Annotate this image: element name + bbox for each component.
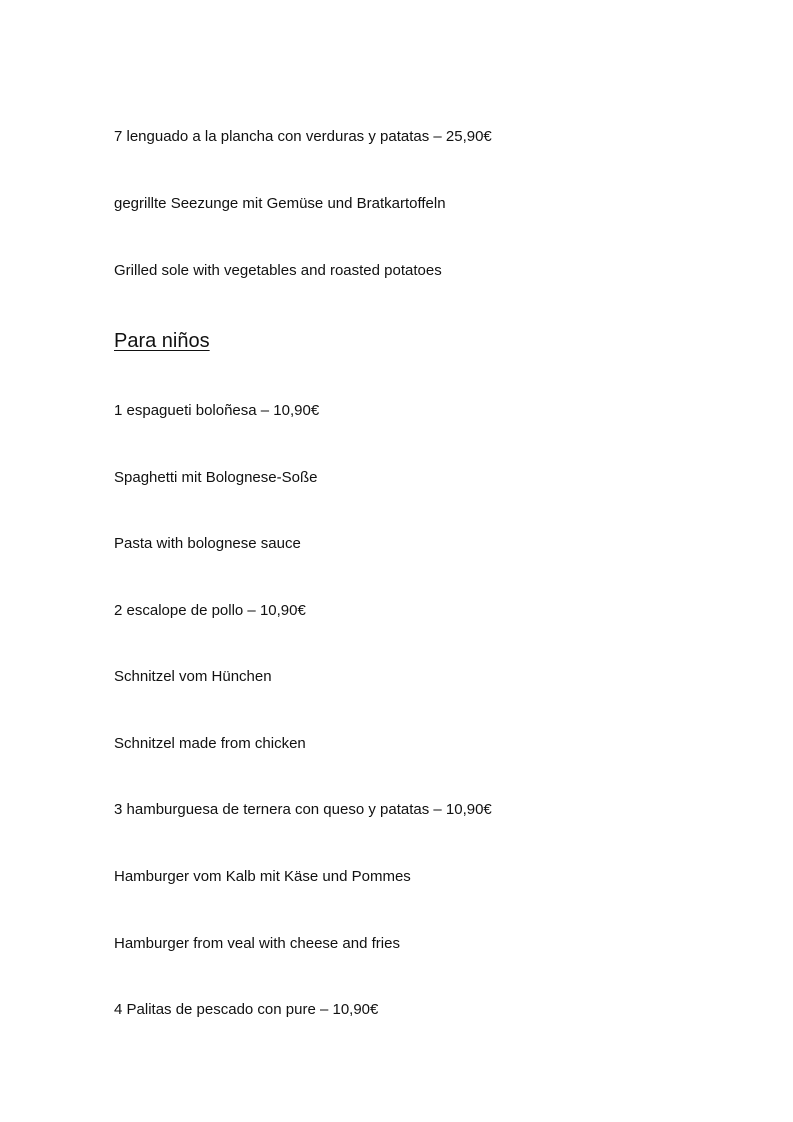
kids-item-german: Spaghetti mit Bolognese-Soße [114,469,318,486]
kids-item-spanish: 1 espagueti boloñesa – 10,90€ [114,402,320,419]
kids-item-spanish: 2 escalope de pollo – 10,90€ [114,602,306,619]
kids-item-german: Schnitzel vom Hünchen [114,668,272,685]
kids-item-spanish: 3 hamburguesa de ternera con queso y patatas – 10,90€ [114,801,492,818]
menu-item-spanish: 7 lenguado a la plancha con verduras y patatas – 25,90€ [114,128,492,145]
kids-item-spanish: 4 Palitas de pescado con pure – 10,90€ [114,1001,379,1018]
kids-item-english: Schnitzel made from chicken [114,735,306,752]
kids-item-german: Hamburger vom Kalb mit Käse und Pommes [114,868,411,885]
kids-item-english: Hamburger from veal with cheese and fries [114,935,400,952]
menu-item-english: Grilled sole with vegetables and roasted potatoes [114,262,442,279]
kids-item-english: Pasta with bolognese sauce [114,535,301,552]
section-heading-kids: Para niños [114,330,210,352]
menu-item-german: gegrillte Seezunge mit Gemüse und Bratkartoffeln [114,195,446,212]
